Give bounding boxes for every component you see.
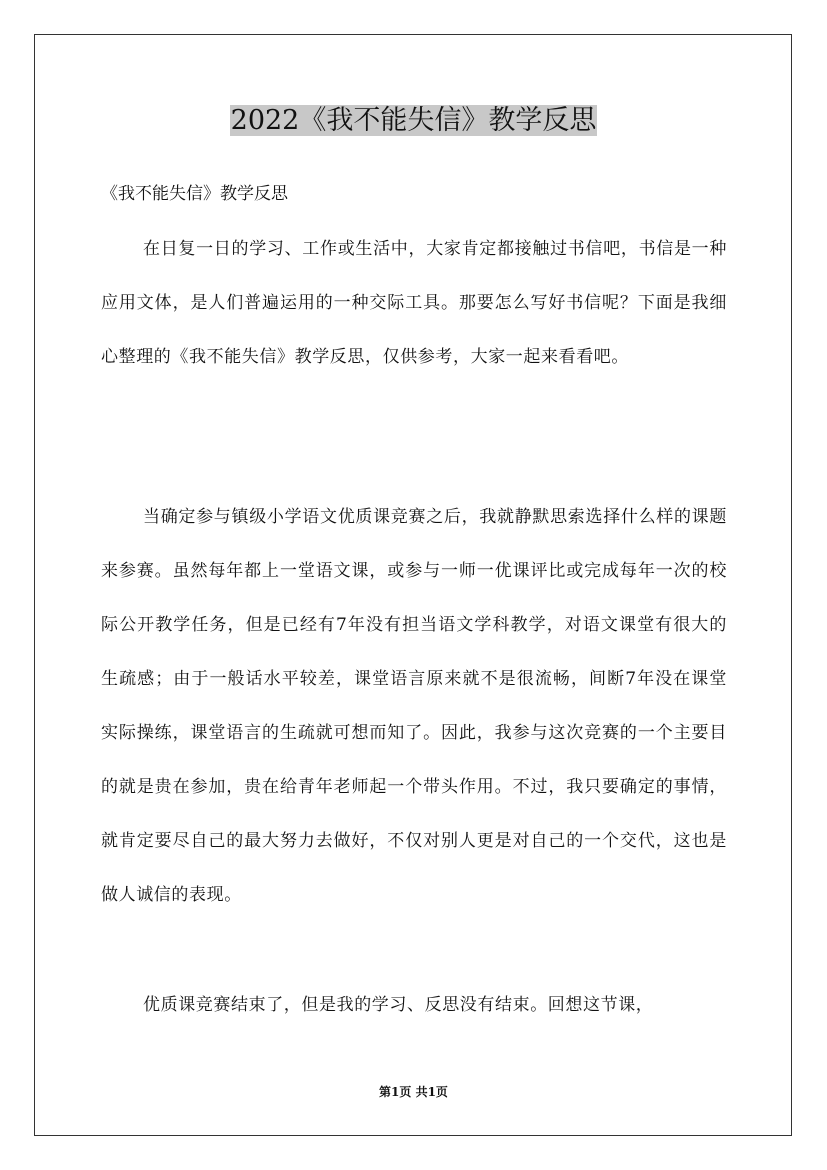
paragraph-2: 当确定参与镇级小学语文优质课竞赛之后，我就静默思索选择什么样的课题来参赛。虽然每年都上一堂语文课，或参与一师一优课评比或完成每年一次的校际公开教学任务，但是已经有7年没有担当语文学科教学，对语文课堂有很大的生疏感；由于一般话水平较差，课堂语言原来就不是很流畅，间断7年没在课堂实际操练，课堂语言的生疏就可想而知了。因此，我参与这次竞赛的一个主要目的就是贵在参加，贵在给青年老师起一个带头作用。不过，我只要确定的事情，就肯定要尽自己的最大努力去做好，不仅对别人更是对自己的一个交代，这也是做人诚信的表现。	[101, 507, 727, 905]
document-title	[0, 101, 827, 141]
document-subtitle: 《我不能失信》教学反思	[101, 184, 288, 204]
page-footer: 第1页 共1页	[379, 1085, 448, 1099]
paragraph-1: 在日复一日的学习、工作或生活中，大家肯定都接触过书信吧，书信是一种应用文体，是人们普遍运用的一种交际工具。那要怎么写好书信呢？下面是我细心整理的《我不能失信》教学反思，仅供参考，大家一起来看看吧。	[101, 239, 727, 367]
paragraph-3: 优质课竞赛结束了，但是我的学习、反思没有结束。回想这节课，	[143, 995, 654, 1015]
document-title-text: 2022《我不能失信》教学反思	[230, 105, 597, 136]
